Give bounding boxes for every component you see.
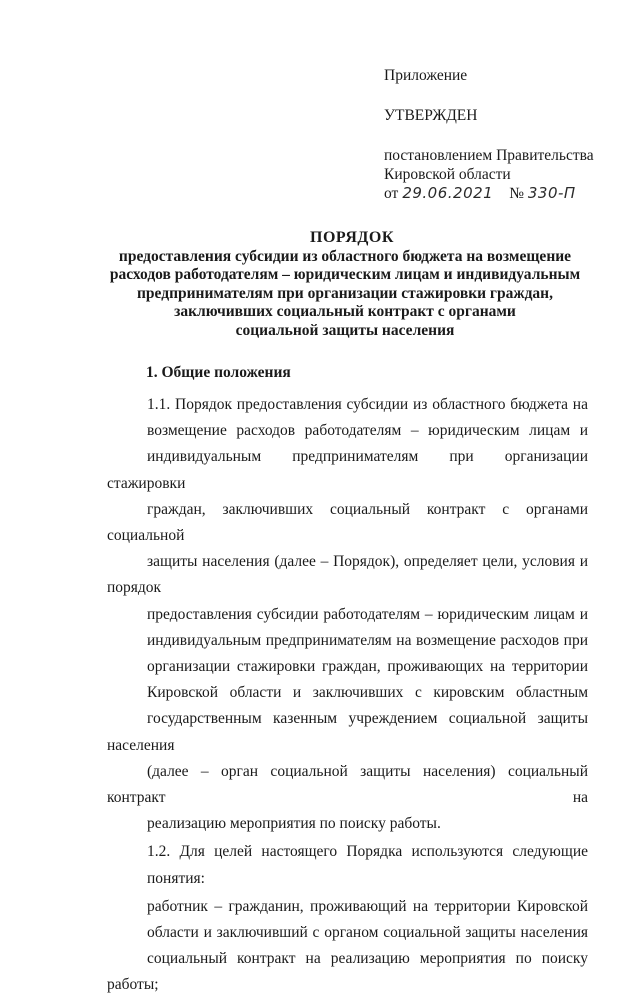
title-heading: ПОРЯДОК — [310, 229, 394, 246]
paragraph-1-2 — [107, 839, 588, 891]
paragraph-1-1 — [107, 392, 588, 837]
text-line: граждан, заключивших социальный контракт с органами социальной — [107, 500, 588, 545]
text-line: защиты населения (далее – Порядок), определяет цели, условия и порядок — [107, 553, 588, 597]
title-line: заключивших социальный контракт с органами — [174, 303, 516, 320]
text-line: реализацию мероприятия по поиску работы. — [147, 815, 441, 833]
appendix-label: Приложение — [384, 67, 468, 84]
title-line: социальной защиты населения — [235, 321, 455, 339]
decree-line-2: Кировской области — [384, 166, 511, 183]
text-line: области и заключивший с органом социальной защиты населения — [147, 924, 588, 942]
decree-date-line — [384, 184, 624, 203]
paragraph-worker-definition — [107, 894, 588, 999]
text-line: государственным казенным учреждением социальной защиты населения — [107, 710, 588, 754]
text-line: работник – гражданин, проживающий на территории Кировской — [147, 897, 588, 915]
text-line: социальный контракт на реализацию мероприятия по поиску работы; — [107, 950, 588, 994]
text-line: (далее – орган социальной защиты населения) социальный контракт на — [107, 762, 588, 807]
text-line: возмещение расходов работодателям – юридическим лицам и — [147, 422, 588, 440]
section-title: 1. Общие положения — [146, 364, 291, 381]
from-label: от — [384, 185, 399, 202]
text-line: 1.1. Порядок предоставления субсидии из областного бюджета на — [147, 396, 588, 413]
document-title — [100, 229, 590, 340]
decree-line-1: постановлением Правительства — [384, 147, 594, 164]
text-line: 1.2. Для целей настоящего Порядка используются следующие — [147, 843, 588, 861]
text-line: понятия: — [147, 869, 205, 887]
title-line: предоставления субсидии из областного бюджета на возмещение — [118, 247, 572, 265]
text-line: индивидуальным предпринимателям при организации стажировки — [107, 448, 588, 492]
handwritten-date: 29.06.2021 — [402, 184, 494, 202]
title-line: расходов работодателям – юридическим лицам и индивидуальным — [109, 266, 581, 283]
text-line: организации стажировки граждан, проживающих на территории — [147, 658, 588, 676]
title-line: предпринимателям при организации стажировки граждан, — [137, 284, 553, 302]
text-line: индивидуальным предпринимателям на возмещение расходов при — [147, 631, 588, 649]
handwritten-number: 330-П — [527, 184, 576, 202]
document-body — [107, 392, 588, 999]
number-label: № — [509, 185, 525, 202]
text-line: Кировской области и заключивших с кировским областным — [147, 684, 588, 702]
text-line: предоставления субсидии работодателям – юридическим лицам и — [147, 605, 588, 623]
approval-block — [384, 66, 624, 203]
approved-label: УТВЕРЖДЕН — [384, 107, 478, 124]
